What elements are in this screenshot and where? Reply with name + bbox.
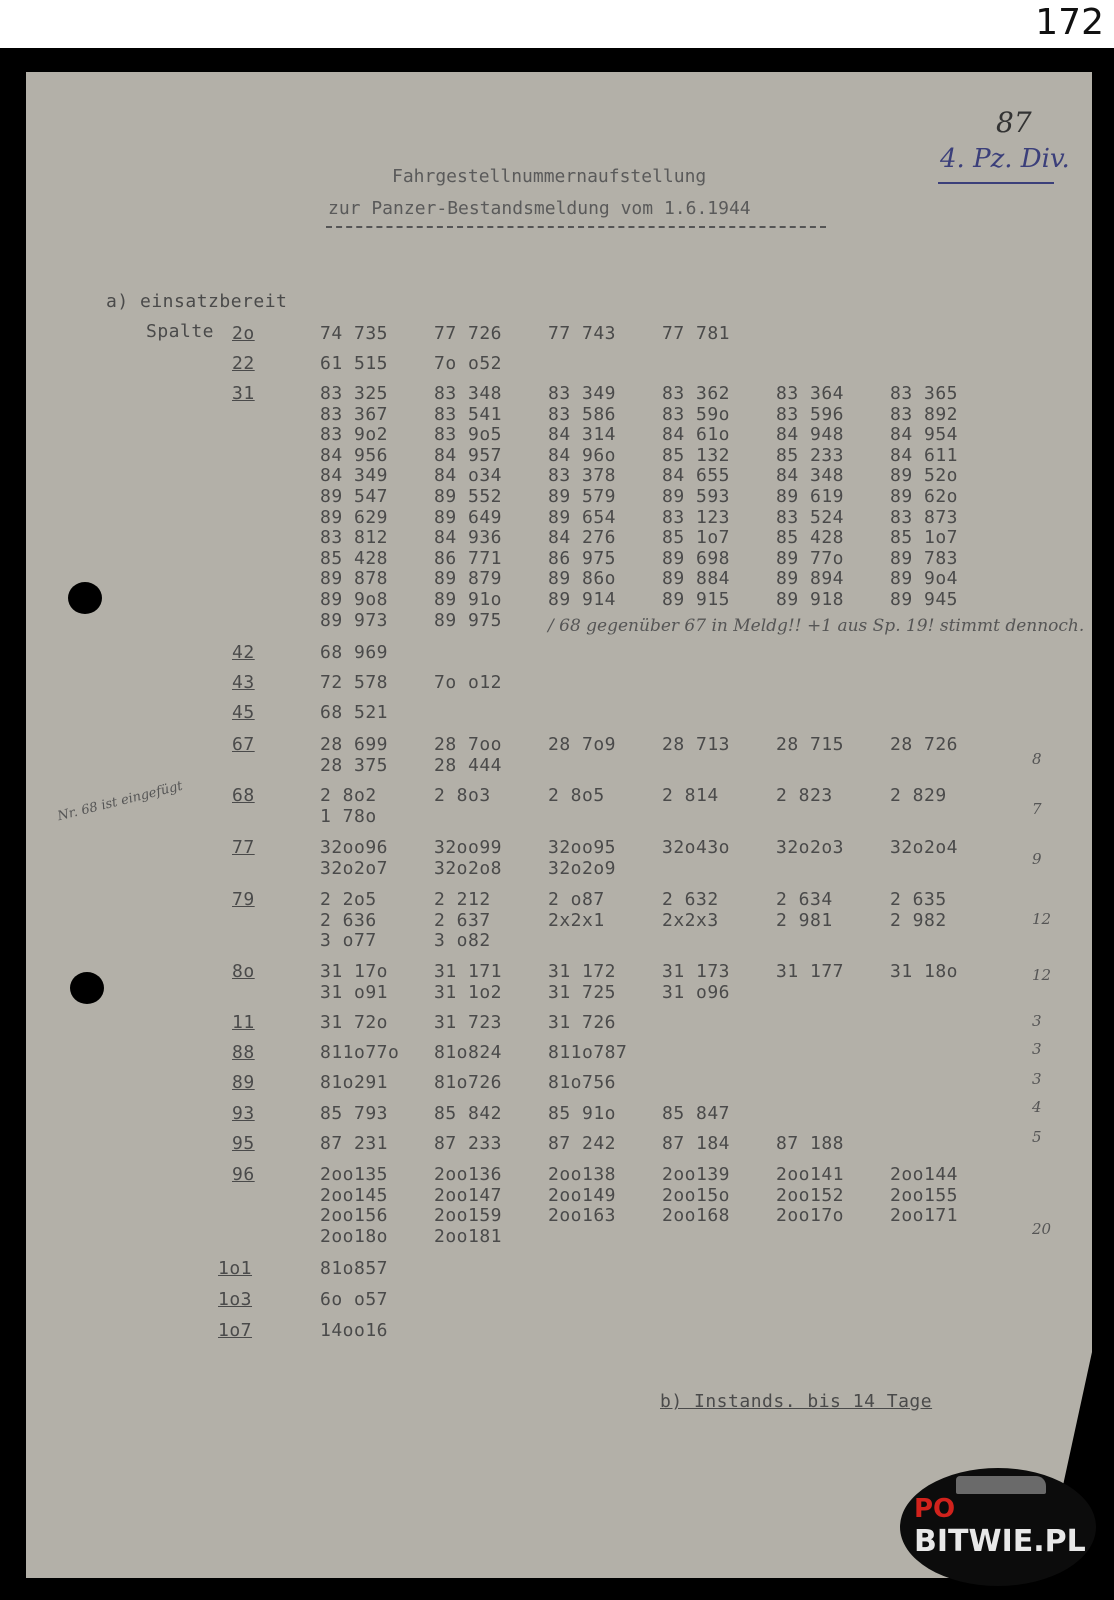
column-label: 43 (232, 672, 255, 693)
chassis-number: 68 969 (320, 642, 389, 663)
chassis-number: 83 892 (890, 403, 959, 425)
chassis-number: 2 635 (890, 889, 947, 910)
chassis-number: 2 8o2 (320, 785, 377, 806)
chassis-number: 85 842 (434, 1103, 503, 1124)
chassis-number: 85 428 (320, 547, 389, 569)
column-label: 2o (232, 323, 255, 344)
chassis-number: 28 375 (320, 754, 389, 776)
chassis-number: 84 956 (320, 444, 389, 466)
chassis-number: 31 177 (776, 961, 845, 982)
chassis-number: 3 o77 (320, 930, 377, 952)
chassis-number: 83 524 (776, 506, 845, 528)
archive-number: 87 (996, 106, 1032, 139)
chassis-number: 32o2o8 (434, 857, 503, 879)
chassis-number: 68 521 (320, 702, 389, 723)
chassis-number: 32o2o9 (548, 857, 617, 879)
margin-count: 12 (1032, 910, 1052, 928)
chassis-number: 31 1o2 (434, 981, 503, 1003)
chassis-number: 2 823 (776, 785, 833, 806)
chassis-number: 81o726 (434, 1072, 503, 1093)
chassis-number: 2oo135 (320, 1164, 389, 1185)
chassis-number: 31 726 (548, 1012, 617, 1033)
chassis-number: 2 8o3 (434, 785, 491, 806)
chassis-number: 2 o87 (548, 889, 605, 910)
chassis-number: 85 233 (776, 444, 845, 466)
chassis-number: 89 879 (434, 568, 503, 590)
chassis-number: 89 975 (434, 609, 503, 631)
chassis-number: 81o857 (320, 1258, 389, 1279)
division-underline (938, 182, 1054, 184)
column-label: 88 (232, 1042, 255, 1063)
chassis-number: 2 634 (776, 889, 833, 910)
margin-count: 20 (1032, 1220, 1052, 1238)
punch-hole (70, 972, 104, 1004)
chassis-number: 83 365 (890, 383, 959, 404)
title-line-1: Fahrgestellnummernaufstellung (392, 166, 707, 187)
page-number: 172 (1035, 2, 1104, 43)
column-label: 11 (232, 1012, 255, 1033)
column-label: 22 (232, 353, 255, 374)
chassis-number: 6o o57 (320, 1289, 389, 1310)
chassis-number: 84 957 (434, 444, 503, 466)
chassis-number: 2 829 (890, 785, 947, 806)
chassis-number: 81o824 (434, 1042, 503, 1063)
chassis-number: 84 348 (776, 465, 845, 487)
chassis-number: 7o o52 (434, 353, 503, 374)
chassis-number: 83 9o5 (434, 424, 503, 446)
chassis-number: 32oo95 (548, 837, 617, 858)
chassis-number: 84 655 (662, 465, 731, 487)
margin-count: 4 (1032, 1098, 1042, 1116)
chassis-number: 86 975 (548, 547, 617, 569)
chassis-number: 85 847 (662, 1103, 731, 1124)
chassis-number: 2oo156 (320, 1205, 389, 1227)
spalte-label: Spalte (146, 321, 215, 342)
chassis-number: 2oo168 (662, 1205, 731, 1227)
chassis-number: 2oo136 (434, 1164, 503, 1185)
chassis-number: 2 636 (320, 909, 377, 931)
chassis-number: 28 444 (434, 754, 503, 776)
chassis-number: 31 172 (548, 961, 617, 982)
chassis-number: 84 96o (548, 444, 617, 466)
chassis-number: 28 7oo (434, 734, 503, 755)
chassis-number: 2x2x3 (662, 909, 719, 931)
chassis-number: 2oo147 (434, 1184, 503, 1206)
column-label: 45 (232, 702, 255, 723)
chassis-number: 84 61o (662, 424, 731, 446)
logo-text-po: PO (914, 1494, 956, 1524)
chassis-number: 89 9o4 (890, 568, 959, 590)
chassis-number: 2oo141 (776, 1164, 845, 1185)
chassis-number: 31 171 (434, 961, 503, 982)
chassis-number: 89 918 (776, 589, 845, 610)
title-line-2: zur Panzer-Bestandsmeldung vom 1.6.1944 (328, 198, 751, 219)
chassis-number: 2oo181 (434, 1225, 503, 1247)
column-label: 79 (232, 889, 255, 910)
column-label: 77 (232, 837, 255, 858)
division-note: 4. Pz. Div. (940, 144, 1070, 174)
chassis-number: 28 7o9 (548, 734, 617, 755)
chassis-number: 89 52o (890, 465, 959, 487)
column-label: 1o7 (218, 1320, 253, 1341)
chassis-number: 89 654 (548, 506, 617, 528)
chassis-number: 83 348 (434, 383, 503, 404)
chassis-number: 84 349 (320, 465, 389, 487)
chassis-number: 2 632 (662, 889, 719, 910)
chassis-number: 89 973 (320, 609, 389, 631)
chassis-number: 85 91o (548, 1103, 617, 1124)
chassis-number: 89 698 (662, 547, 731, 569)
chassis-number: 2oo18o (320, 1225, 389, 1247)
tank-icon (956, 1476, 1046, 1494)
chassis-number: 2oo149 (548, 1184, 617, 1206)
chassis-number: 2oo152 (776, 1184, 845, 1206)
chassis-number: 85 1o7 (662, 527, 731, 549)
chassis-number: 87 242 (548, 1133, 617, 1154)
chassis-number: 83 364 (776, 383, 845, 404)
chassis-number: 83 362 (662, 383, 731, 404)
publisher-logo (900, 1468, 1096, 1586)
chassis-number: 32o43o (662, 837, 731, 858)
chassis-number: 74 735 (320, 323, 389, 344)
chassis-number: 1 78o (320, 805, 377, 827)
chassis-number: 89 619 (776, 486, 845, 507)
chassis-number: 28 713 (662, 734, 731, 755)
chassis-number: 84 936 (434, 527, 503, 549)
chassis-number: 89 884 (662, 568, 731, 590)
chassis-number: 85 1o7 (890, 527, 959, 549)
chassis-number: 89 547 (320, 486, 389, 507)
chassis-number: 83 9o2 (320, 424, 389, 446)
chassis-number: 2oo145 (320, 1184, 389, 1206)
chassis-number: 89 579 (548, 486, 617, 507)
chassis-number: 89 915 (662, 589, 731, 610)
chassis-number: 2oo159 (434, 1205, 503, 1227)
chassis-number: 83 59o (662, 403, 731, 425)
chassis-number: 77 726 (434, 323, 503, 344)
logo-text-bitwie: BITWIE.PL (914, 1524, 1086, 1559)
chassis-number: 31 o91 (320, 981, 389, 1003)
chassis-number: 2oo15o (662, 1184, 731, 1206)
chassis-number: 32oo99 (434, 837, 503, 858)
title-underline (326, 226, 826, 228)
chassis-number: 31 725 (548, 981, 617, 1003)
chassis-number: 28 715 (776, 734, 845, 755)
chassis-number: 31 723 (434, 1012, 503, 1033)
section-a-heading: a) einsatzbereit (106, 291, 288, 312)
chassis-number: 84 o34 (434, 465, 503, 487)
chassis-number: 2 981 (776, 909, 833, 931)
chassis-number: 83 349 (548, 383, 617, 404)
chassis-number: 89 914 (548, 589, 617, 610)
margin-count: 3 (1032, 1012, 1042, 1030)
column-label: 89 (232, 1072, 255, 1093)
chassis-number: 61 515 (320, 353, 389, 374)
chassis-number: 77 781 (662, 323, 731, 344)
margin-count: 5 (1032, 1128, 1042, 1146)
section-b-heading: b) Instands. bis 14 Tage (660, 1391, 933, 1412)
chassis-number: 85 793 (320, 1103, 389, 1124)
chassis-number: 77 743 (548, 323, 617, 344)
chassis-number: 2 212 (434, 889, 491, 910)
chassis-number: 83 325 (320, 383, 389, 404)
chassis-number: 2 814 (662, 785, 719, 806)
chassis-number: 89 629 (320, 506, 389, 528)
chassis-number: 2 2o5 (320, 889, 377, 910)
chassis-number: 84 276 (548, 527, 617, 549)
column-label: 68 (232, 785, 255, 806)
column-label: 8o (232, 961, 255, 982)
chassis-number: 86 771 (434, 547, 503, 569)
chassis-number: 3 o82 (434, 930, 491, 952)
column-label: 95 (232, 1133, 255, 1154)
chassis-number: 32o2o3 (776, 837, 845, 858)
chassis-number: 31 72o (320, 1012, 389, 1033)
chassis-number: 2oo163 (548, 1205, 617, 1227)
chassis-number: 89 878 (320, 568, 389, 590)
chassis-number: 32o2o7 (320, 857, 389, 879)
chassis-number: 84 314 (548, 424, 617, 446)
chassis-number: 87 233 (434, 1133, 503, 1154)
chassis-number: 811o77o (320, 1042, 400, 1063)
chassis-number: 14oo16 (320, 1320, 389, 1341)
chassis-number: 31 173 (662, 961, 731, 982)
margin-count: 12 (1032, 966, 1052, 984)
chassis-number: 32oo96 (320, 837, 389, 858)
chassis-number: 2oo155 (890, 1184, 959, 1206)
column-label: 96 (232, 1164, 255, 1185)
chassis-number: 83 596 (776, 403, 845, 425)
column-label: 1o3 (218, 1289, 253, 1310)
chassis-number: 83 378 (548, 465, 617, 487)
top-bar (0, 0, 1114, 48)
chassis-number: 28 699 (320, 734, 389, 755)
chassis-number: 89 86o (548, 568, 617, 590)
chassis-number: 72 578 (320, 672, 389, 693)
chassis-number: 89 9o8 (320, 589, 389, 610)
chassis-number: 2x2x1 (548, 909, 605, 931)
chassis-number: 2oo139 (662, 1164, 731, 1185)
chassis-number: 89 945 (890, 589, 959, 610)
chassis-number: 84 611 (890, 444, 959, 466)
chassis-number: 2oo17o (776, 1205, 845, 1227)
chassis-number: 32o2o4 (890, 837, 959, 858)
chassis-number: 81o291 (320, 1072, 389, 1093)
chassis-number: 31 17o (320, 961, 389, 982)
chassis-number: 83 367 (320, 403, 389, 425)
chassis-number: 28 726 (890, 734, 959, 755)
margin-count: 9 (1032, 850, 1042, 868)
chassis-number: 85 428 (776, 527, 845, 549)
chassis-number: 87 184 (662, 1133, 731, 1154)
margin-note-68: Nr. 68 ist eingefügt (56, 778, 185, 825)
chassis-number: 2oo171 (890, 1205, 959, 1227)
chassis-number: 83 812 (320, 527, 389, 549)
chassis-number: 83 123 (662, 506, 731, 528)
chassis-number: 84 948 (776, 424, 845, 446)
chassis-number: 89 783 (890, 547, 959, 569)
chassis-number: 89 91o (434, 589, 503, 610)
chassis-number: 87 231 (320, 1133, 389, 1154)
chassis-number: 89 77o (776, 547, 845, 569)
chassis-number: 2 637 (434, 909, 491, 931)
chassis-number: 811o787 (548, 1042, 628, 1063)
chassis-number: 2oo138 (548, 1164, 617, 1185)
chassis-number: 83 586 (548, 403, 617, 425)
chassis-number: 84 954 (890, 424, 959, 446)
chassis-number: 2 8o5 (548, 785, 605, 806)
margin-count: 7 (1032, 800, 1042, 818)
chassis-number: 31 18o (890, 961, 959, 982)
column-label: 31 (232, 383, 255, 404)
chassis-number: 2 982 (890, 909, 947, 931)
chassis-number: 2oo144 (890, 1164, 959, 1185)
punch-hole (68, 582, 102, 614)
chassis-number: 89 649 (434, 506, 503, 528)
chassis-number: 31 o96 (662, 981, 731, 1003)
margin-count: 3 (1032, 1040, 1042, 1058)
chassis-number: 87 188 (776, 1133, 845, 1154)
chassis-number: 89 593 (662, 486, 731, 507)
chassis-number: 83 873 (890, 506, 959, 528)
chassis-number: 7o o12 (434, 672, 503, 693)
margin-count: 8 (1032, 750, 1042, 768)
column-label: 93 (232, 1103, 255, 1124)
chassis-number: 89 552 (434, 486, 503, 507)
margin-count: 3 (1032, 1070, 1042, 1088)
chassis-number: 85 132 (662, 444, 731, 466)
chassis-number: 81o756 (548, 1072, 617, 1093)
chassis-number: 83 541 (434, 403, 503, 425)
column-label: 42 (232, 642, 255, 663)
chassis-number: 89 894 (776, 568, 845, 590)
annotation-31: / 68 gegenüber 67 in Meldg!! +1 aus Sp. 19! stimmt dennoch. (548, 616, 1085, 636)
column-label: 67 (232, 734, 255, 755)
column-label: 1o1 (218, 1258, 253, 1279)
chassis-number: 89 62o (890, 486, 959, 507)
